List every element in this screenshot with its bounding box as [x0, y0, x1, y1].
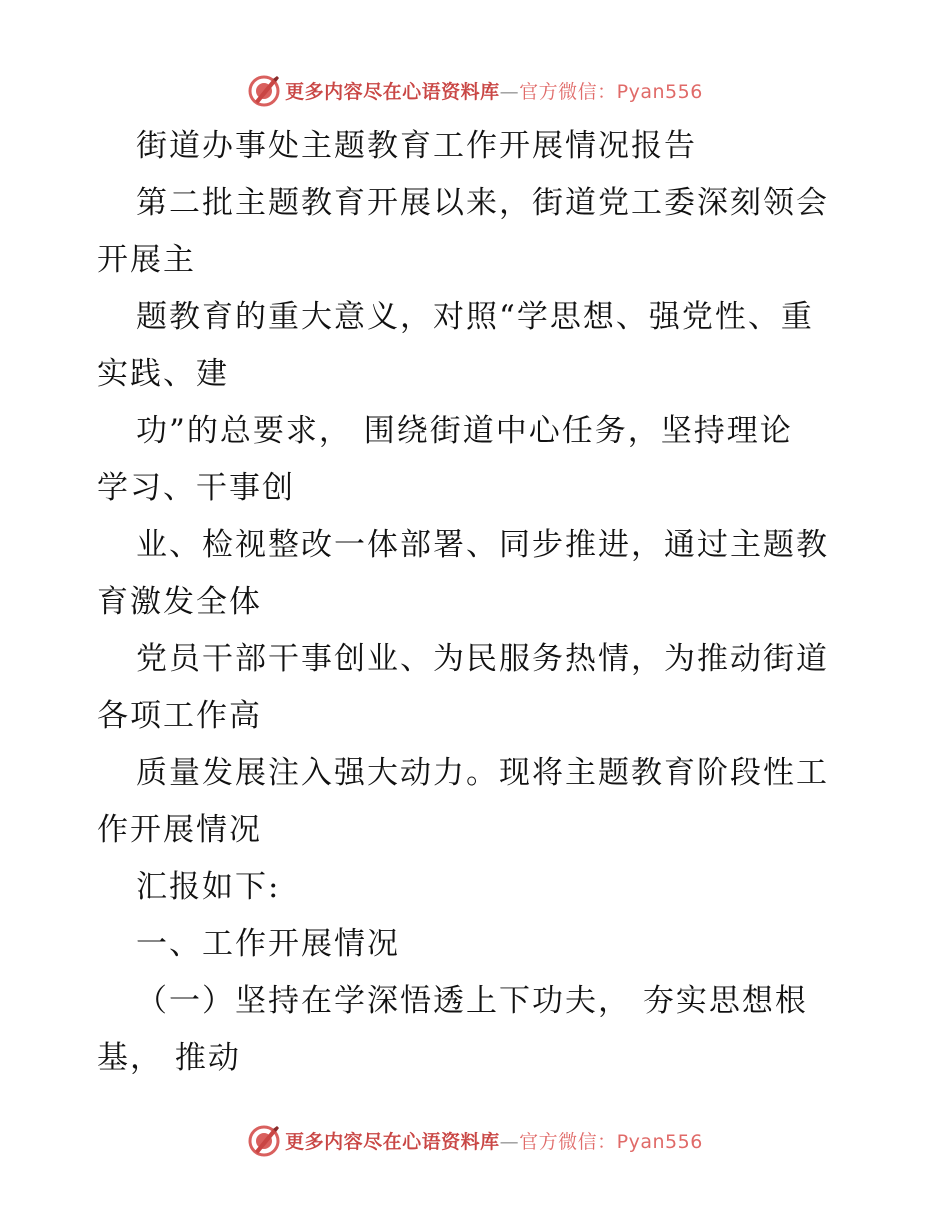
pen-logo-icon: [247, 1123, 281, 1157]
banner-text: [285, 1127, 703, 1154]
text-line: 实践、建: [97, 356, 229, 392]
text-line: 汇报如下:: [136, 869, 281, 905]
banner-text-wechat: 官方微信：Pyan556: [519, 1130, 703, 1153]
text-line: 作开展情况: [97, 812, 262, 848]
banner-inner: [247, 1123, 703, 1157]
banner-text: [285, 77, 703, 104]
text-line: 题教育的重大意义，对照“学思想、强党性、重: [136, 299, 814, 335]
text-line: （一）坚持在学深悟透上下功夫， 夯实思想根: [136, 983, 808, 1019]
text-line: 各项工作高: [97, 698, 262, 734]
banner-text-main: 更多内容尽在心语资料库: [285, 1130, 500, 1153]
text-line: 第二批主题教育开展以来，街道党工委深刻领会: [136, 185, 829, 221]
banner-text-main: 更多内容尽在心语资料库: [285, 80, 500, 103]
banner-dash: —: [499, 1130, 520, 1153]
banner-dash: —: [499, 80, 520, 103]
text-line: 功”的总要求， 围绕街道中心任务，坚持理论: [136, 413, 793, 449]
banner-inner: [247, 73, 703, 107]
pen-logo-icon: [247, 73, 281, 107]
text-line: 街道办事处主题教育工作开展情况报告: [136, 128, 697, 164]
text-line: 开展主: [97, 242, 196, 278]
text-line: 育激发全体: [97, 584, 262, 620]
text-line: 业、检视整改一体部署、同步推进，通过主题教: [136, 527, 829, 563]
header-banner: [0, 70, 950, 110]
text-line: 学习、干事创: [97, 470, 295, 506]
footer-banner: [0, 1120, 950, 1160]
banner-text-wechat: 官方微信：Pyan556: [519, 80, 703, 103]
text-line: 基， 推动: [97, 1040, 241, 1076]
text-line: 一、工作开展情况: [136, 926, 400, 962]
document-body: [97, 118, 857, 1087]
text-line: 党员干部干事创业、为民服务热情，为推动街道: [136, 641, 829, 677]
text-line: 质量发展注入强大动力。现将主题教育阶段性工: [136, 755, 829, 791]
